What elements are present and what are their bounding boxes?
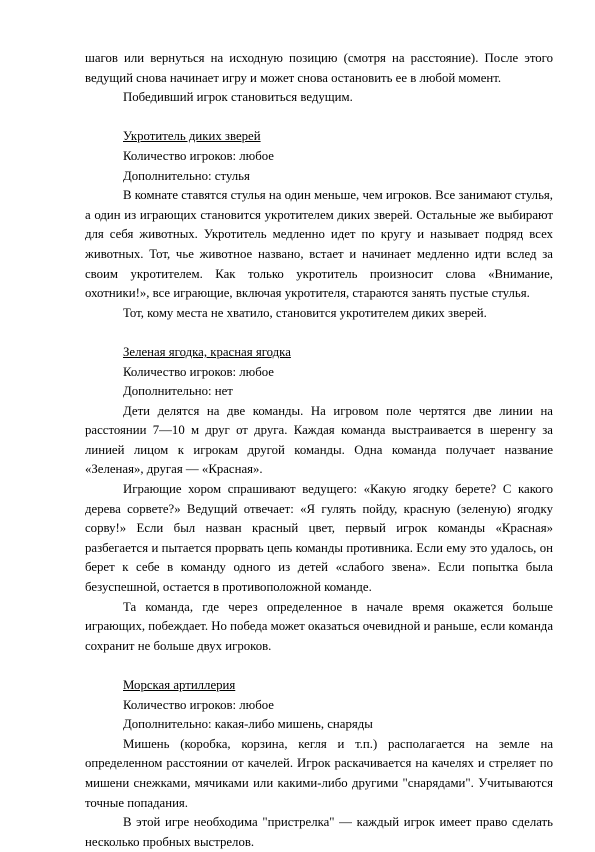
section-heading: Укротитель диких зверей xyxy=(123,129,261,144)
section-heading: Морская артиллерия xyxy=(123,678,236,692)
paragraph: Тот, кому места не хватило, становится укротителем диких зверей. xyxy=(123,305,487,320)
players-count: Количество игроков: любое xyxy=(123,364,274,379)
extra-equipment: Дополнительно: стулья xyxy=(123,168,250,183)
paragraph: Победивший игрок становиться ведущим. xyxy=(123,90,353,105)
paragraph: Дети делятся на две команды. На игровом поле чертятся две линии на расстоянии 7—10 м друг от друга. Каждая команда выстраивается в шеренгу за линией лицом к игрокам другой команды. Одна команда получает название «Зеленая», другая — «Красная». xyxy=(85,403,553,477)
paragraph: В этой игре необходима "пристрелка" — каждый игрок имеет право сделать несколько пробных выстрелов. xyxy=(85,815,553,849)
extra-equipment: Дополнительно: нет xyxy=(123,384,233,399)
paragraph: Мишень (коробка, корзина, кегля и т.п.) располагается на земле на определенном расстоянии от качелей. Игрок раскачивается на качелях и стреляет по мишени снежками, мячиками или какими-либо другими "снарядами". Учитываются точные попадания. xyxy=(85,736,553,810)
section-heading: Зеленая ягодка, красная ягодка xyxy=(123,344,291,359)
players-count: Количество игроков: любое xyxy=(123,148,274,163)
paragraph: В комнате ставятся стулья на один меньше, чем игроков. Все занимают стулья, а один из играющих становится укротителем диких зверей. Остальные же выбирают для себя животных. Укротитель медленно идет по кругу и называет подряд всех животных. Тот, чье животное названо, встает и начинает медленно идти вслед за своим укротителем. Как только укротитель произносит слова «Внимание, охотники!», все играющие, включая укротителя, стараются занять пустые стулья. xyxy=(85,188,553,301)
paragraph: Играющие хором спрашивают ведущего: «Какую ягодку берете? С какого дерева сорвете?» Ведущий отвечает: «Я гулять пойду, красную (зеленую) ягодку сорву!» Если был назван красный цвет, первый игрок команды «Красная» разбегается и пытается прорвать цепь команды противника. Если ему это удалось, он берет к себе в команду одного из детей «слабого звена». Если попытка была безуспешной, остается в противоположной команде. xyxy=(85,482,553,595)
document-page xyxy=(85,49,553,852)
players-count: Количество игроков: любое xyxy=(123,697,274,712)
extra-equipment: Дополнительно: какая-либо мишень, снаряды xyxy=(123,717,373,732)
paragraph: Та команда, где через определенное в начале время окажется больше играющих, побеждает. Но победа может оказаться очевидной и раньше, если команда сохранит не больше двух игроков. xyxy=(85,599,553,653)
paragraph: шагов или вернуться на исходную позицию (смотря на расстояние). После этого ведущий снова начинает игру и может снова остановить ее в любой момент. xyxy=(85,51,553,85)
